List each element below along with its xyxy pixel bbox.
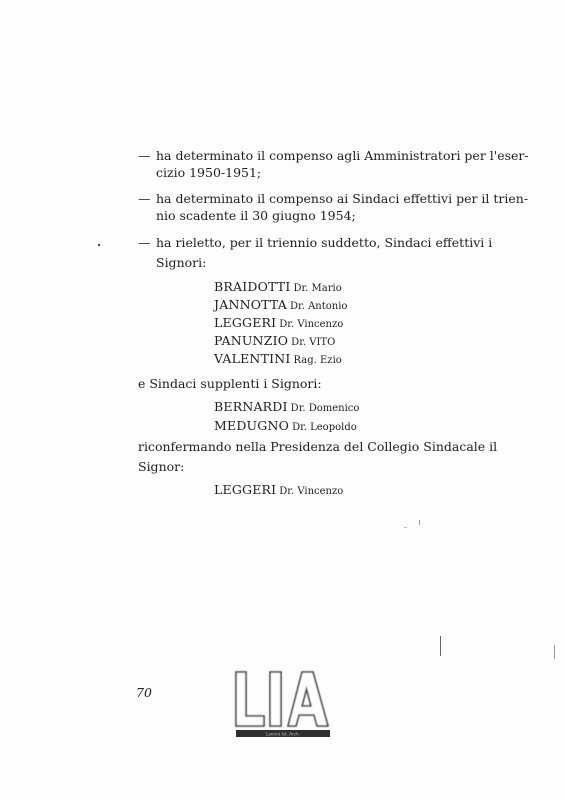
- dash-3: —: [138, 235, 151, 250]
- president-name: LEGGERI Dr. Vincenzo: [214, 482, 344, 497]
- auditor-name: PANUNZIO Dr. VITO: [214, 333, 336, 348]
- dash-1: —: [138, 148, 151, 163]
- dash-2: —: [138, 191, 151, 206]
- auditor-name: JANNOTTA Dr. Antonio: [214, 297, 348, 312]
- item-1-line-2: cizio 1950-1951;: [156, 165, 262, 180]
- presidency-line-1: riconfermando nella Presidenza del Collegio Sindacale il: [138, 439, 498, 454]
- page-number: 70: [136, 685, 152, 700]
- svg-text:Lavoro Ist. Arch.: Lavoro Ist. Arch.: [266, 731, 300, 737]
- lia-logo-icon: [232, 666, 334, 744]
- presidency-line-2: Signor:: [138, 459, 185, 474]
- scan-speck: [419, 520, 420, 525]
- scan-speck: [554, 645, 555, 659]
- item-1-line-1: ha determinato il compenso agli Amministratori per l'eser-: [156, 148, 529, 163]
- alternate-auditor-name: MEDUGNO Dr. Leopoldo: [214, 418, 357, 433]
- item-2-line-1: ha determinato il compenso ai Sindaci effettivi per il trien-: [156, 191, 529, 206]
- scan-speck: [404, 527, 407, 528]
- item-3-line-1: ha rieletto, per il triennio suddetto, Sindaci effettivi i: [156, 235, 493, 250]
- scan-speck: [98, 244, 100, 246]
- auditor-name: BRAIDOTTI Dr. Mario: [214, 279, 342, 294]
- auditor-name: LEGGERI Dr. Vincenzo: [214, 315, 344, 330]
- alternate-intro: e Sindaci supplenti i Signori:: [138, 376, 322, 391]
- auditor-name: VALENTINI Rag. Ezio: [214, 351, 342, 366]
- scan-speck: [440, 636, 441, 656]
- item-2-line-2: nio scadente il 30 giugno 1954;: [156, 208, 356, 223]
- alternate-auditor-name: BERNARDI Dr. Domenico: [214, 399, 360, 414]
- item-3-line-2: Signori:: [156, 255, 207, 270]
